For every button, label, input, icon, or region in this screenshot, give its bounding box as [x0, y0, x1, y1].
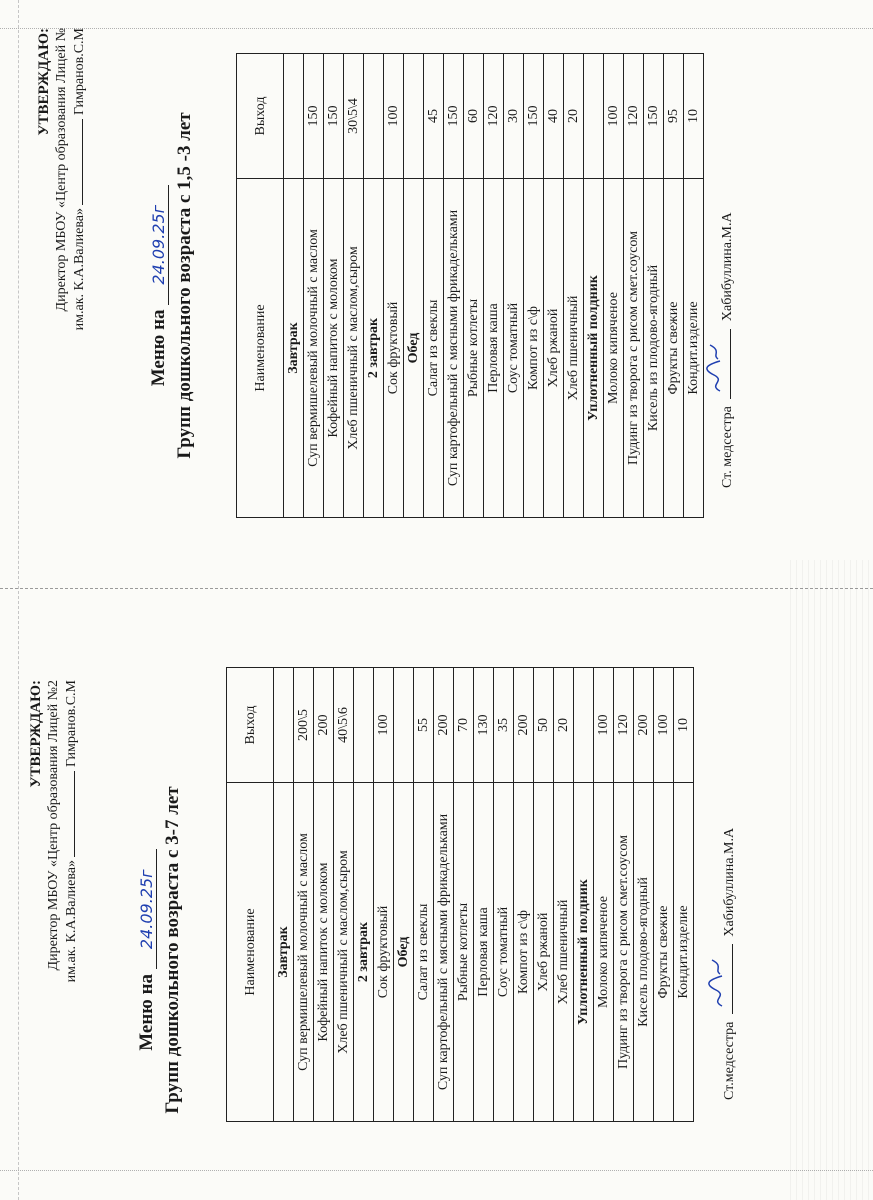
menu-item-row — [684, 54, 704, 518]
menu-item-row — [594, 668, 614, 1122]
dish-yield: 10 — [674, 668, 694, 783]
dish-yield: 100 — [384, 54, 404, 179]
dish-name: Кофейный напиток с молоком — [314, 783, 334, 1122]
dish-name: Хлеб ржаной — [534, 783, 554, 1122]
dish-yield: 70 — [454, 668, 474, 783]
dish-name: Рыбные котлеты — [464, 179, 484, 518]
section-row — [584, 54, 604, 518]
menu-item-row — [534, 668, 554, 1122]
section-label: Уплотненный полдник — [584, 179, 604, 518]
dish-yield: 10 — [684, 54, 704, 179]
approval-school: им.ак. К.А.Валиева» — [72, 208, 87, 331]
dish-yield: 120 — [484, 54, 504, 179]
dish-name: Перловая каша — [474, 783, 494, 1122]
menu-label: Меню на — [136, 973, 157, 1051]
group-title: Групп дошкольного возраста с 3-7 лет — [162, 786, 183, 1114]
menu-item-row — [374, 668, 394, 1122]
section-label: Завтрак — [274, 783, 294, 1122]
menu-item-row — [314, 668, 334, 1122]
menu-item-row — [334, 668, 354, 1122]
dish-yield: 200 — [434, 668, 454, 783]
menu-item-row — [324, 54, 344, 518]
section-label: Уплотненный полдник — [574, 783, 594, 1122]
table-header-row — [237, 54, 284, 518]
menu-item-row — [414, 668, 434, 1122]
dish-yield: 150 — [304, 54, 324, 179]
menu-item-row — [484, 54, 504, 518]
dish-yield: 150 — [524, 54, 544, 179]
dish-yield: 40\5\6 — [334, 668, 354, 783]
dish-yield: 130 — [474, 668, 494, 783]
dish-name: Кондит.изделие — [684, 179, 704, 518]
approval-director-name: Гимранов.С.М — [72, 28, 87, 116]
title-block — [136, 740, 184, 1160]
section-yield-cell — [394, 668, 414, 783]
dish-name: Фрукты свежие — [664, 179, 684, 518]
dish-name: Суп картофельный с мясными фрикадельками — [444, 179, 464, 518]
dish-yield: 95 — [664, 54, 684, 179]
menu-item-row — [604, 54, 624, 518]
approval-school: им.ак. К.А.Валиева» — [64, 860, 79, 983]
dish-name: Хлеб пшеничный — [554, 783, 574, 1122]
menu-item-row — [644, 54, 664, 518]
menu-item-row — [444, 54, 464, 518]
dish-yield: 55 — [414, 668, 434, 783]
signature-role: Ст.медсестра — [722, 1021, 737, 1100]
approval-director-name: Гимранов.С.М — [64, 680, 79, 768]
dish-yield: 20 — [564, 54, 584, 179]
dish-yield: 150 — [444, 54, 464, 179]
section-yield-cell — [364, 54, 384, 179]
dish-name: Суп вермишелевый молочный с маслом — [304, 179, 324, 518]
dish-name: Соус томатный — [504, 179, 524, 518]
dish-name: Компот из с\ф — [514, 783, 534, 1122]
page-fold-line — [0, 588, 873, 589]
dish-yield: 45 — [424, 54, 444, 179]
signature-line — [718, 944, 733, 1014]
menu-item-row — [344, 54, 364, 518]
dish-yield: 200 — [514, 668, 534, 783]
dish-name: Хлеб пшеничный — [564, 179, 584, 518]
menu-table — [236, 53, 704, 518]
menu-item-row — [524, 54, 544, 518]
dish-yield: 30\5\4 — [344, 54, 364, 179]
menu-title — [148, 23, 170, 548]
section-label: Завтрак — [284, 179, 304, 518]
dish-name: Кофейный напиток с молоком — [324, 179, 344, 518]
approval-signature-line — [62, 771, 75, 857]
section-row — [404, 54, 424, 518]
dish-name: Кисель из плодово-ягодный — [644, 179, 664, 518]
section-yield-cell — [274, 668, 294, 783]
section-yield-cell — [354, 668, 374, 783]
menu-item-row — [294, 668, 314, 1122]
dish-name: Салат из свеклы — [414, 783, 434, 1122]
menu-item-row — [434, 668, 454, 1122]
section-row — [274, 668, 294, 1122]
section-yield-cell — [584, 54, 604, 179]
dish-yield: 40 — [544, 54, 564, 179]
col-name-header: Наименование — [227, 783, 274, 1122]
dish-yield: 60 — [464, 54, 484, 179]
menu-item-row — [614, 668, 634, 1122]
menu-item-row — [424, 54, 444, 518]
dish-yield: 150 — [324, 54, 344, 179]
menu-item-row — [624, 54, 644, 518]
section-row — [284, 54, 304, 518]
approval-director: Директор МБОУ «Центр образования Лицей № — [54, 28, 69, 312]
dish-yield: 30 — [504, 54, 524, 179]
menu-item-row — [544, 54, 564, 518]
menu-page-preschool — [28, 600, 840, 1160]
dish-name: Соус томатный — [494, 783, 514, 1122]
col-yield-header: Выход — [237, 54, 284, 179]
dish-name: Суп вермишелевый молочный с маслом — [294, 783, 314, 1122]
menu-item-row — [464, 54, 484, 518]
dish-name: Компот из с\ф — [524, 179, 544, 518]
section-yield-cell — [404, 54, 424, 179]
scan-edge-left — [18, 0, 19, 1200]
signature-line — [716, 329, 731, 399]
section-label: 2 завтрак — [364, 179, 384, 518]
dish-name: Молоко кипяченое — [594, 783, 614, 1122]
table-header-row — [227, 668, 274, 1122]
dish-name: Кондит.изделие — [674, 783, 694, 1122]
dish-yield: 100 — [654, 668, 674, 783]
dish-name: Хлеб пшеничный с маслом,сыром — [334, 783, 354, 1122]
dish-name: Рыбные котлеты — [454, 783, 474, 1122]
section-yield-cell — [574, 668, 594, 783]
col-name-header: Наименование — [237, 179, 284, 518]
dish-yield: 50 — [534, 668, 554, 783]
dish-yield: 20 — [554, 668, 574, 783]
dish-yield: 200 — [314, 668, 334, 783]
dish-yield: 200 — [634, 668, 654, 783]
menu-title — [136, 740, 158, 1160]
menu-item-row — [474, 668, 494, 1122]
section-row — [354, 668, 374, 1122]
dish-yield: 100 — [374, 668, 394, 783]
scan-edge-bottom — [0, 1170, 873, 1171]
signature-block — [716, 212, 736, 488]
group-title: Групп дошкольного возраста с 1,5 -3 лет — [174, 112, 195, 459]
menu-page-toddler — [36, 23, 848, 548]
menu-date: 24.09.25г — [137, 849, 157, 969]
signature-role: Ст. медсестра — [720, 406, 735, 488]
dish-yield: 120 — [624, 54, 644, 179]
section-row — [394, 668, 414, 1122]
signature-block — [718, 828, 738, 1100]
dish-name: Фрукты свежие — [654, 783, 674, 1122]
dish-name: Хлеб ржаной — [544, 179, 564, 518]
dish-name: Сок фруктовый — [374, 783, 394, 1122]
menu-item-row — [304, 54, 324, 518]
handwritten-signature — [702, 335, 728, 395]
dish-name: Хлеб пшеничный с маслом,сыром — [344, 179, 364, 518]
dish-name: Пудинг из творога с рисом смет.соусом — [614, 783, 634, 1122]
section-yield-cell — [284, 54, 304, 179]
section-row — [364, 54, 384, 518]
menu-label: Меню на — [148, 309, 169, 387]
dish-name: Пудинг из творога с рисом смет.соусом — [624, 179, 644, 518]
signature-name: Хабибуллина.М.А — [722, 827, 737, 937]
handwritten-signature — [704, 950, 730, 1010]
dish-name: Суп картофельный с мясными фрикадельками — [434, 783, 454, 1122]
menu-item-row — [554, 668, 574, 1122]
section-label: 2 завтрак — [354, 783, 374, 1122]
menu-item-row — [454, 668, 474, 1122]
dish-yield: 100 — [604, 54, 624, 179]
approval-school-line — [62, 680, 80, 1160]
menu-item-row — [664, 54, 684, 518]
menu-item-row — [564, 54, 584, 518]
menu-item-row — [494, 668, 514, 1122]
section-label: Обед — [394, 783, 414, 1122]
col-yield-header: Выход — [227, 668, 274, 783]
menu-item-row — [654, 668, 674, 1122]
dish-name: Сок фруктовый — [384, 179, 404, 518]
dish-yield: 200\5 — [294, 668, 314, 783]
dish-yield: 120 — [614, 668, 634, 783]
dish-name: Перловая каша — [484, 179, 504, 518]
section-row — [574, 668, 594, 1122]
section-label: Обед — [404, 179, 424, 518]
approval-heading: УТВЕРЖДАЮ: — [28, 680, 44, 788]
menu-item-row — [674, 668, 694, 1122]
dish-name: Кисель плодово-ягодный — [634, 783, 654, 1122]
approval-director: Директор МБОУ «Центр образования Лицей №2 — [46, 680, 61, 971]
menu-item-row — [514, 668, 534, 1122]
dish-yield: 35 — [494, 668, 514, 783]
dish-name: Салат из свеклы — [424, 179, 444, 518]
dish-yield: 150 — [644, 54, 664, 179]
signature-name: Хабибуллина.М.А — [720, 212, 735, 322]
approval-block — [36, 28, 88, 548]
title-block — [148, 23, 196, 548]
approval-block — [28, 680, 80, 1160]
approval-heading: УТВЕРЖДАЮ: — [36, 28, 52, 136]
approval-school-line — [70, 28, 88, 548]
dish-name: Молоко кипяченое — [604, 179, 624, 518]
menu-item-row — [634, 668, 654, 1122]
dish-yield: 100 — [594, 668, 614, 783]
approval-signature-line — [70, 119, 83, 205]
menu-item-row — [504, 54, 524, 518]
menu-table — [226, 667, 694, 1122]
menu-item-row — [384, 54, 404, 518]
menu-date: 24.09.25г — [149, 185, 169, 305]
